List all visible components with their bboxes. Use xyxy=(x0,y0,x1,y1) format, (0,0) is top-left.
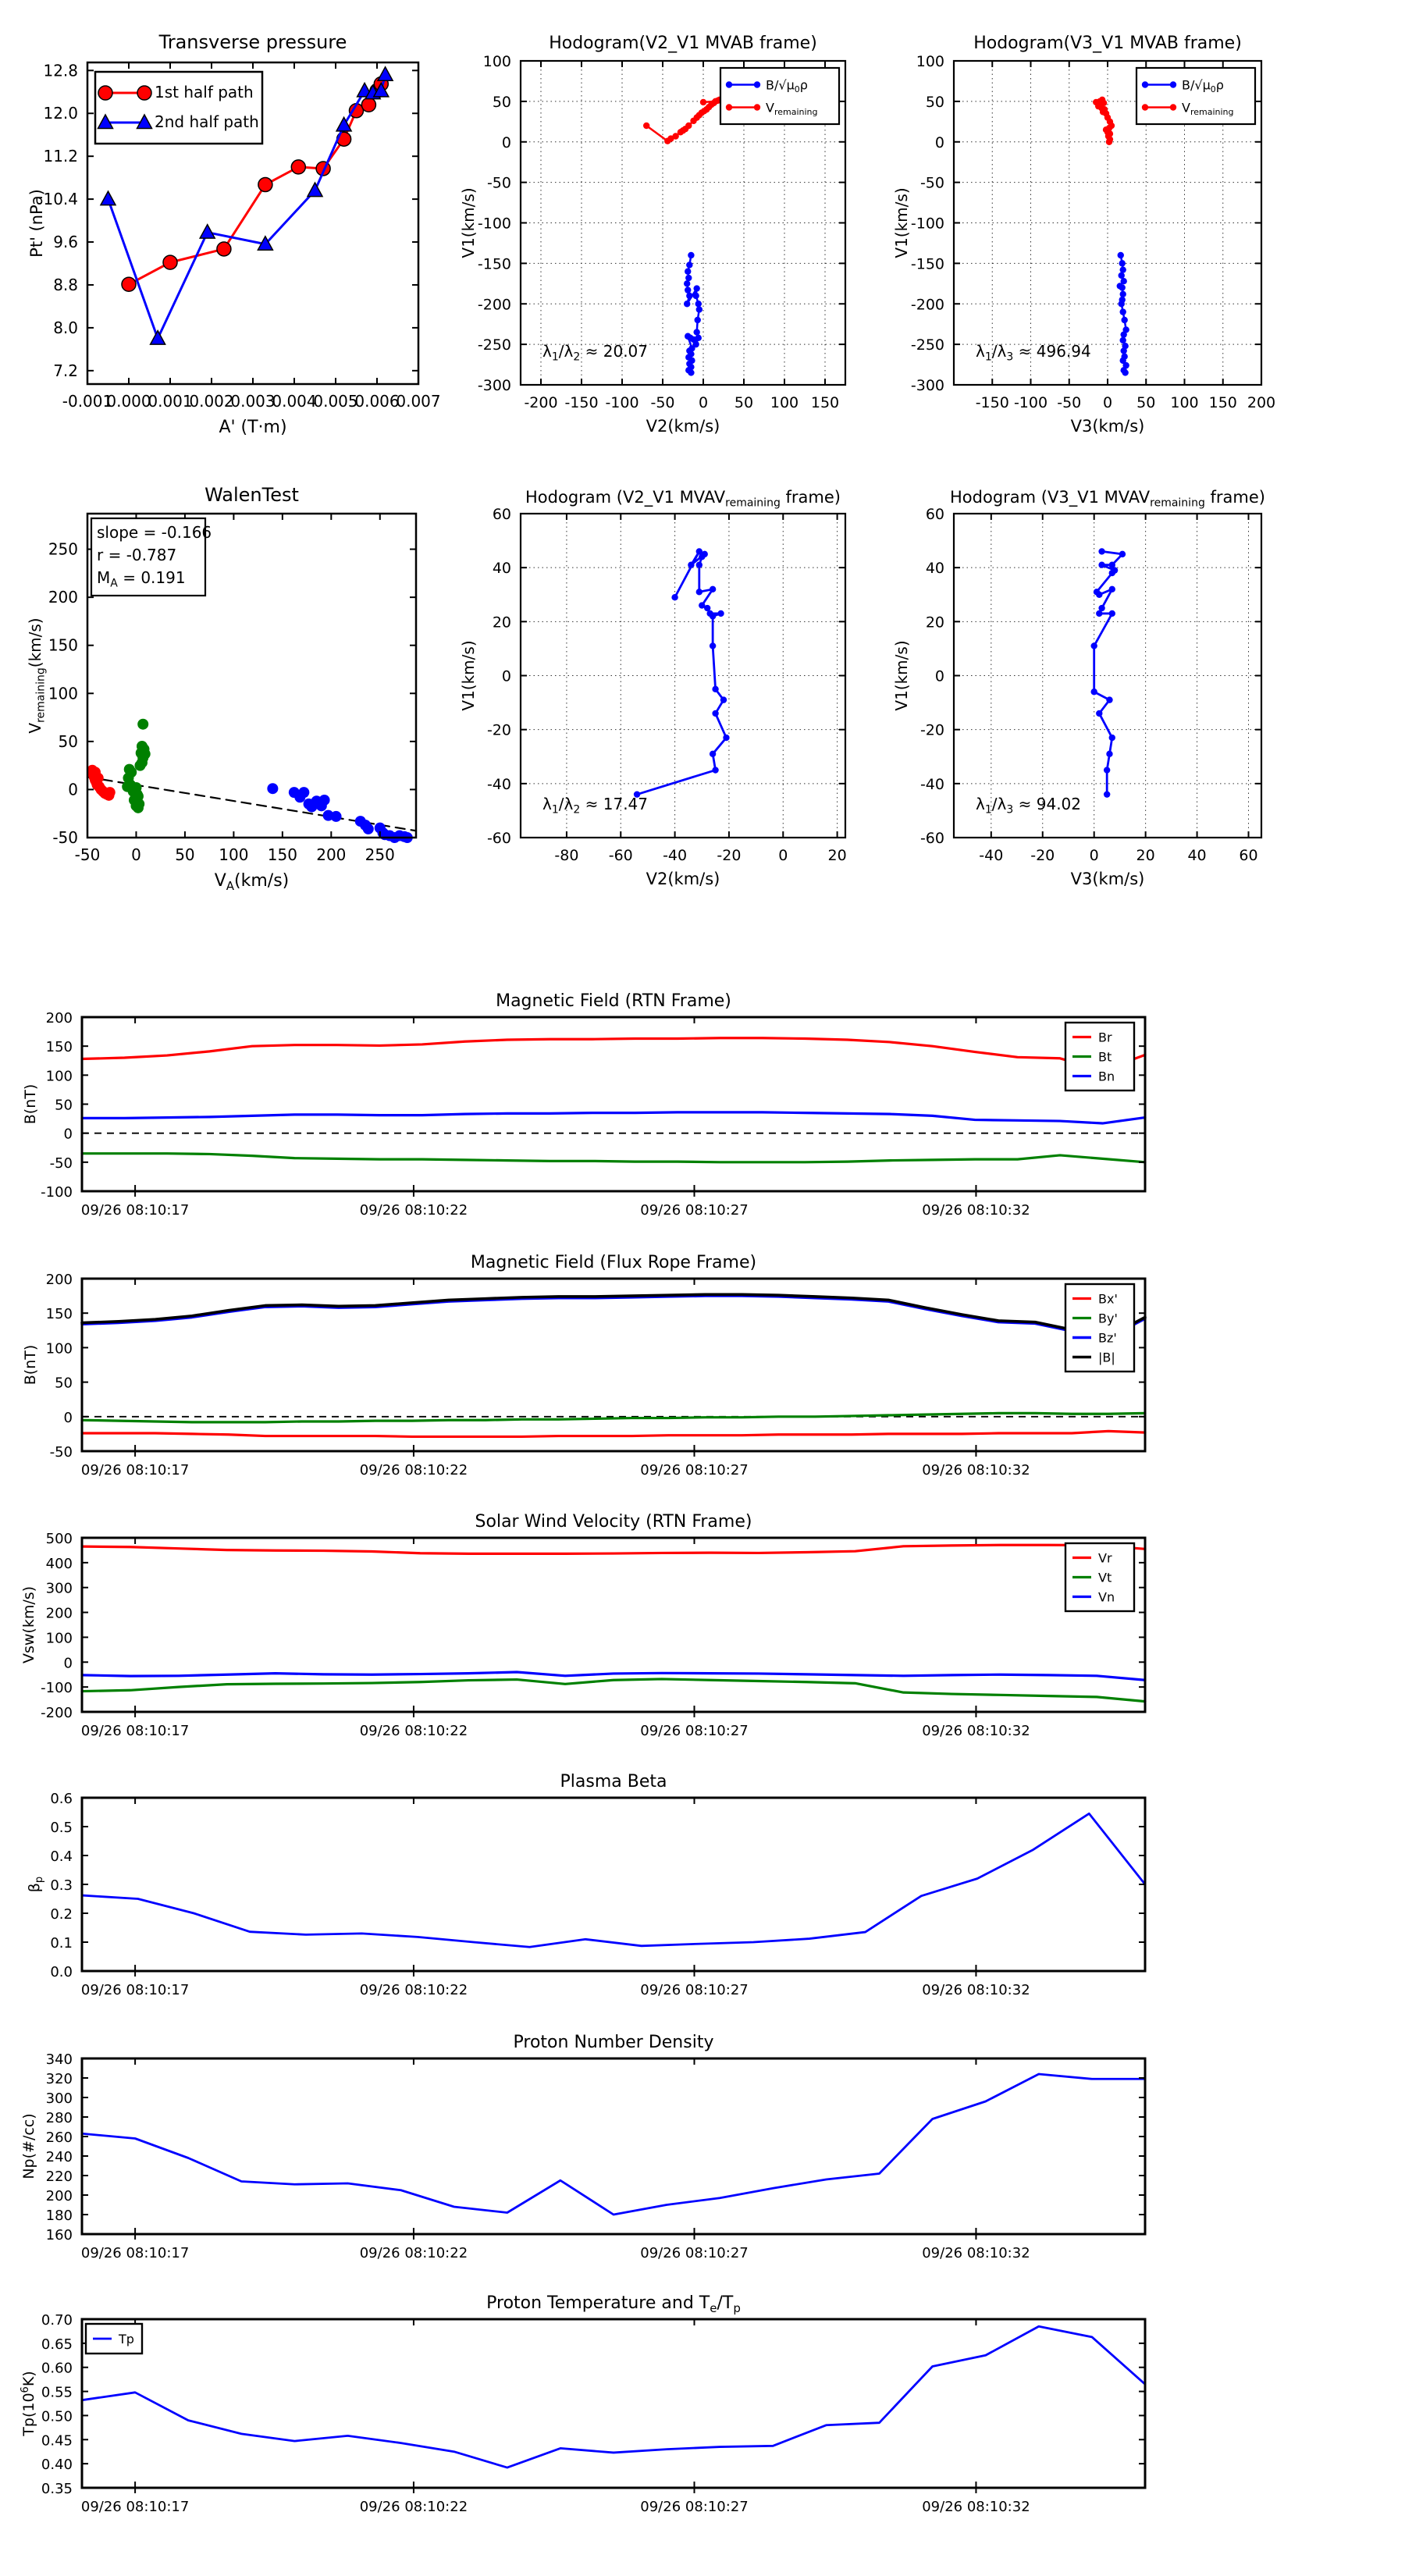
legend-label: $V_{remaining}$ xyxy=(1182,100,1234,118)
y-tick-label: 200 xyxy=(45,1272,73,1288)
x-tick-label: 09/26 08:10:17 xyxy=(80,1462,190,1478)
y-tick-label: 0.70 xyxy=(41,2312,73,2329)
y-tick-label: 40 xyxy=(492,560,511,578)
x-tick-label: 50 xyxy=(734,394,754,411)
y-tick-label: 0.2 xyxy=(50,1906,73,1923)
y-tick-label: 200 xyxy=(45,1010,73,1026)
legend-label: Br xyxy=(1098,1030,1112,1045)
y-tick-label: 0 xyxy=(934,667,944,685)
y-tick-label: 0.0 xyxy=(50,1964,73,1980)
x-tick-label: 09/26 08:10:17 xyxy=(80,1202,190,1219)
y-tick-label: 100 xyxy=(45,1630,73,1647)
hodogram-v3v1-mvab-chart xyxy=(892,34,1275,436)
y-tick-label: 0 xyxy=(501,667,511,685)
y-tick-label: 60 xyxy=(925,506,944,523)
y-tick-label: 0.60 xyxy=(41,2360,73,2377)
y-tick-label: 0.5 xyxy=(50,1820,73,1836)
plasma-beta-series-0 xyxy=(82,1813,1145,1947)
y-tick-label: 20 xyxy=(492,614,511,632)
y-tick-label: -100 xyxy=(41,1680,73,1697)
y-tick-label: 0.6 xyxy=(50,1791,73,1807)
walen-test-series-3 xyxy=(267,783,412,843)
y-tick-label: 100 xyxy=(916,53,944,70)
legend-label: $V_{remaining}$ xyxy=(766,100,818,118)
legend-label: 2nd half path xyxy=(155,112,259,131)
axes-frame xyxy=(82,1538,1145,1712)
transverse-pressure-legend xyxy=(95,72,262,144)
x-tick-label: 09/26 08:10:17 xyxy=(80,2245,190,2261)
vsw-rtn-legend xyxy=(1065,1543,1134,1611)
legend-label: 1st half path xyxy=(155,83,254,101)
b-fluxrope-ylabel: B(nT) xyxy=(22,1344,39,1386)
y-tick-label: -60 xyxy=(919,830,944,847)
axes-frame xyxy=(521,514,845,838)
y-tick-label: 160 xyxy=(45,2227,73,2243)
x-tick-label: 0 xyxy=(131,845,141,864)
y-tick-label: -200 xyxy=(910,296,944,314)
axes-frame xyxy=(82,2058,1145,2234)
y-tick-label: -50 xyxy=(49,1155,73,1172)
axes-frame xyxy=(82,1017,1145,1191)
x-tick-label: -50 xyxy=(1057,394,1082,411)
y-tick-label: -100 xyxy=(477,215,511,233)
plasma-beta-title: Plasma Beta xyxy=(560,1772,667,1791)
y-tick-label: 0 xyxy=(68,780,78,799)
b-rtn-legend xyxy=(1065,1023,1134,1091)
vsw-rtn-chart xyxy=(20,1512,1145,1739)
y-tick-label: 220 xyxy=(45,2169,73,2185)
y-tick-label: -20 xyxy=(919,721,944,739)
x-tick-label: -50 xyxy=(650,394,675,411)
hodogram-v3v1-mvav-xlabel: V3(km/s) xyxy=(1070,870,1145,888)
y-tick-label: -250 xyxy=(477,336,511,354)
y-tick-label: -300 xyxy=(477,377,511,394)
walen-test-title: WalenTest xyxy=(205,484,299,506)
x-tick-label: 0 xyxy=(698,394,709,411)
y-tick-label: 260 xyxy=(45,2129,73,2146)
x-tick-label: 0.001 xyxy=(148,392,193,411)
hodogram-v2v1-mvav-title: Hodogram (V2_V1 $MVAV_{remaining}$ frame) xyxy=(525,488,841,510)
y-tick-label: 500 xyxy=(45,1531,73,1547)
b-fluxrope-series-|B| xyxy=(82,1291,1145,1336)
hodogram-v3v1-mvab-series-B/√μ_{0}ρ xyxy=(1117,252,1129,376)
hodogram-v2v1-mvab-series-B/√μ_{0}ρ xyxy=(684,252,702,376)
x-tick-label: -150 xyxy=(564,394,599,411)
legend-label: Bn xyxy=(1098,1069,1115,1084)
hodogram-v2v1-mvav-ylabel: V1(km/s) xyxy=(459,640,478,711)
x-tick-label: 09/26 08:10:22 xyxy=(359,2245,468,2261)
y-tick-label: 0 xyxy=(63,1126,73,1143)
y-tick-label: -40 xyxy=(486,775,511,793)
y-tick-label: 7.2 xyxy=(53,361,78,380)
hodogram-v2v1-mvav-xlabel: V2(km/s) xyxy=(646,870,720,888)
vsw-rtn-series-Vr xyxy=(82,1545,1145,1553)
legend-label: $B/√\mu_0\rho$ xyxy=(766,77,808,95)
walen-test-xlabel: $V_A(km/s)$ xyxy=(214,871,290,893)
hodogram-v2v1-mvab-xlabel: V2(km/s) xyxy=(646,417,720,436)
legend-label: Bt xyxy=(1098,1049,1112,1065)
y-tick-label: 0 xyxy=(501,133,511,151)
b-rtn-series-Br xyxy=(82,1038,1145,1071)
proton-density-ylabel: Np(#/cc) xyxy=(20,2113,37,2179)
y-tick-label: 200 xyxy=(45,2188,73,2204)
y-tick-label: 0.55 xyxy=(41,2384,73,2401)
y-tick-label: 40 xyxy=(925,560,944,578)
y-tick-label: 50 xyxy=(925,93,944,111)
x-tick-label: 09/26 08:10:32 xyxy=(922,2245,1030,2261)
x-tick-label: 09/26 08:10:27 xyxy=(640,1982,749,1998)
hodogram-v3v1-mvab-legend xyxy=(1136,68,1255,124)
hodogram-v3v1-mvav-series-0 xyxy=(1090,548,1126,798)
proton-density-title: Proton Number Density xyxy=(513,2033,714,2052)
x-tick-label: 100 xyxy=(770,394,799,411)
y-tick-label: 300 xyxy=(45,1580,73,1597)
legend-label: By' xyxy=(1098,1311,1118,1326)
legend-label: $B/√\mu_0\rho$ xyxy=(1182,77,1224,95)
y-tick-label: -40 xyxy=(919,775,944,793)
y-tick-label: 100 xyxy=(482,53,511,70)
stats-line: $M_A = 0.191$ xyxy=(97,568,186,590)
x-tick-label: 0.004 xyxy=(272,392,317,411)
x-tick-label: 09/26 08:10:22 xyxy=(359,1202,468,1219)
x-tick-label: 100 xyxy=(219,845,249,864)
y-tick-label: 0.1 xyxy=(50,1935,73,1952)
b-rtn-series-Bt xyxy=(82,1154,1145,1162)
x-tick-label: 0 xyxy=(1102,394,1113,411)
x-tick-label: -100 xyxy=(605,394,639,411)
y-tick-label: -50 xyxy=(919,174,944,192)
hodogram-v3v1-mvav-annotation: $\lambda_1/\lambda_3 \approx 94.02$ xyxy=(976,795,1081,817)
y-tick-label: 8.8 xyxy=(53,275,78,294)
walen-test-series-2 xyxy=(122,719,150,813)
x-tick-label: -60 xyxy=(608,847,633,864)
y-tick-label: 0.35 xyxy=(41,2481,73,2497)
x-tick-label: 40 xyxy=(1187,847,1207,864)
b-rtn-chart xyxy=(22,991,1145,1219)
y-tick-label: -150 xyxy=(910,255,944,273)
y-tick-label: 10.4 xyxy=(43,190,78,209)
legend-label: Bz' xyxy=(1098,1330,1117,1346)
walen-test-ylabel: $V_{remaining}(km/s)$ xyxy=(26,617,48,734)
legend-label: Vr xyxy=(1098,1550,1112,1566)
y-tick-label: 8.0 xyxy=(53,318,78,337)
plasma-beta-chart xyxy=(26,1772,1145,1998)
plasma-beta-ylabel: $\beta_p$ xyxy=(26,1876,46,1893)
vsw-rtn-series-Vt xyxy=(82,1679,1145,1702)
hodogram-v2v1-mvav-annotation: $\lambda_1/\lambda_2 \approx 17.47$ xyxy=(542,795,648,817)
x-tick-label: 0 xyxy=(1089,847,1099,864)
x-tick-label: 09/26 08:10:17 xyxy=(80,2499,190,2515)
x-tick-label: 09/26 08:10:22 xyxy=(359,1462,468,1478)
hodogram-v3v1-mvab-annotation: $\lambda_1/\lambda_3 \approx 496.94$ xyxy=(976,342,1091,364)
y-tick-label: 250 xyxy=(48,539,78,559)
proton-temp-legend xyxy=(86,2324,142,2354)
x-tick-label: 200 xyxy=(316,845,347,864)
x-tick-label: -200 xyxy=(524,394,558,411)
y-tick-label: 60 xyxy=(492,506,511,523)
transverse-pressure-ylabel: Pt' (nPa) xyxy=(27,189,46,258)
y-tick-label: 280 xyxy=(45,2110,73,2126)
b-fluxrope-legend xyxy=(1065,1284,1134,1372)
axes-frame xyxy=(82,2319,1145,2488)
x-tick-label: 09/26 08:10:22 xyxy=(359,1982,468,1998)
x-tick-label: 150 xyxy=(810,394,840,411)
x-tick-label: -20 xyxy=(717,847,742,864)
y-tick-label: 300 xyxy=(45,2090,73,2107)
x-tick-label: 250 xyxy=(365,845,395,864)
y-tick-label: 340 xyxy=(45,2051,73,2068)
y-tick-label: 20 xyxy=(925,614,944,632)
proton-density-series-0 xyxy=(82,2074,1145,2215)
hodogram-v2v1-mvab-chart xyxy=(459,34,845,436)
y-tick-label: 150 xyxy=(45,1039,73,1056)
x-tick-label: 09/26 08:10:17 xyxy=(80,1982,190,1998)
hodogram-v2v1-mvab-legend xyxy=(720,68,839,124)
b-rtn-ylabel: B(nT) xyxy=(22,1083,39,1125)
proton-temp-title: Proton Temperature and $T_e/T_p$ xyxy=(486,2293,741,2315)
walen-test-chart xyxy=(26,484,416,893)
legend-label: |B| xyxy=(1098,1350,1115,1365)
x-tick-label: 09/26 08:10:22 xyxy=(359,1723,468,1739)
x-tick-label: 0.002 xyxy=(189,392,234,411)
hodogram-v3v1-mvab-ylabel: V1(km/s) xyxy=(892,187,911,258)
y-tick-label: 240 xyxy=(45,2149,73,2165)
y-tick-label: 180 xyxy=(45,2208,73,2224)
x-tick-label: 0.006 xyxy=(354,392,400,411)
x-tick-label: 09/26 08:10:32 xyxy=(922,2499,1030,2515)
x-tick-label: 150 xyxy=(1208,394,1237,411)
y-tick-label: -20 xyxy=(486,721,511,739)
proton-temp-series-Tp xyxy=(82,2326,1145,2467)
y-tick-label: 11.2 xyxy=(43,147,78,166)
axes-frame xyxy=(82,1279,1145,1451)
vsw-rtn-ylabel: Vsw(km/s) xyxy=(20,1585,37,1664)
walen-test-stats-box xyxy=(91,518,212,596)
legend-label: Vt xyxy=(1098,1570,1112,1585)
stats-line: slope = -0.166 xyxy=(97,523,212,542)
legend-label: Bx' xyxy=(1098,1291,1118,1307)
b-rtn-title: Magnetic Field (RTN Frame) xyxy=(496,991,731,1011)
y-tick-label: 100 xyxy=(48,684,78,703)
x-tick-label: 0.003 xyxy=(230,392,276,411)
vsw-rtn-title: Solar Wind Velocity (RTN Frame) xyxy=(475,1512,752,1532)
x-tick-label: 20 xyxy=(1136,847,1155,864)
y-tick-label: 12.8 xyxy=(43,61,78,80)
walen-test-series-1 xyxy=(87,765,115,801)
x-tick-label: 50 xyxy=(1136,394,1156,411)
x-tick-label: 0.005 xyxy=(313,392,358,411)
y-tick-label: 0 xyxy=(63,1409,73,1426)
x-tick-label: 09/26 08:10:32 xyxy=(922,1462,1030,1478)
hodogram-v3v1-mvav-ylabel: V1(km/s) xyxy=(892,640,911,711)
x-tick-label: 20 xyxy=(827,847,847,864)
y-tick-label: 0 xyxy=(63,1655,73,1672)
transverse-pressure-title: Transverse pressure xyxy=(158,31,347,53)
x-tick-label: -0.001 xyxy=(62,392,113,411)
y-tick-label: 0.4 xyxy=(50,1848,73,1865)
x-tick-label: 09/26 08:10:32 xyxy=(922,1723,1030,1739)
legend-label: Vn xyxy=(1098,1589,1115,1605)
hodogram-v3v1-mvab-xlabel: V3(km/s) xyxy=(1070,417,1145,436)
hodogram-v3v1-mvav-title: Hodogram (V3_V1 $MVAV_{remaining}$ frame) xyxy=(950,488,1265,510)
hodogram-v2v1-mvav-chart xyxy=(459,488,847,888)
x-tick-label: 60 xyxy=(1239,847,1258,864)
x-tick-label: 0.007 xyxy=(396,392,441,411)
y-tick-label: -100 xyxy=(910,215,944,233)
x-tick-label: 09/26 08:10:27 xyxy=(640,2245,749,2261)
x-tick-label: 100 xyxy=(1170,394,1199,411)
transverse-pressure-chart xyxy=(27,31,441,437)
y-tick-label: 50 xyxy=(492,93,511,111)
hodogram-v3v1-mvav-chart xyxy=(892,488,1265,888)
y-tick-label: 12.0 xyxy=(43,104,78,123)
y-tick-label: 50 xyxy=(58,731,78,751)
y-tick-label: 400 xyxy=(45,1555,73,1572)
y-tick-label: -50 xyxy=(486,174,511,192)
x-tick-label: 200 xyxy=(1247,394,1276,411)
x-tick-label: 09/26 08:10:32 xyxy=(922,1202,1030,1219)
y-tick-label: 0.50 xyxy=(41,2408,73,2425)
axes-frame xyxy=(82,1798,1145,1971)
hodogram-v2v1-mvab-series-V_{remaining} xyxy=(643,97,723,144)
y-tick-label: 0 xyxy=(934,133,944,151)
y-tick-label: 0.3 xyxy=(50,1877,73,1894)
y-tick-label: 100 xyxy=(45,1340,73,1357)
x-tick-label: 50 xyxy=(175,845,195,864)
y-tick-label: -250 xyxy=(910,336,944,354)
b-fluxrope-chart xyxy=(22,1253,1145,1478)
y-tick-label: -300 xyxy=(910,377,944,394)
stats-line: r = -0.787 xyxy=(97,546,177,564)
x-tick-label: 09/26 08:10:27 xyxy=(640,1202,749,1219)
hodogram-v2v1-mvab-title: Hodogram(V2_V1 MVAB frame) xyxy=(549,34,817,53)
x-tick-label: 09/26 08:10:27 xyxy=(640,2499,749,2515)
y-tick-label: 150 xyxy=(48,635,78,655)
y-tick-label: 200 xyxy=(45,1605,73,1622)
hodogram-v2v1-mvab-ylabel: V1(km/s) xyxy=(459,187,478,258)
hodogram-v2v1-mvav-series-0 xyxy=(634,548,730,798)
x-tick-label: 09/26 08:10:17 xyxy=(80,1723,190,1739)
x-tick-label: -40 xyxy=(663,847,688,864)
legend-label: Tp xyxy=(119,2332,134,2347)
x-tick-label: 0 xyxy=(778,847,788,864)
y-tick-label: -50 xyxy=(52,828,78,847)
hodogram-v3v1-mvab-title: Hodogram(V3_V1 MVAB frame) xyxy=(973,34,1242,53)
y-tick-label: -200 xyxy=(41,1705,73,1721)
x-tick-label: -40 xyxy=(979,847,1004,864)
y-tick-label: 0.40 xyxy=(41,2457,73,2474)
y-tick-label: 9.6 xyxy=(53,233,78,252)
y-tick-label: 0.45 xyxy=(41,2432,73,2450)
x-tick-label: -100 xyxy=(1013,394,1048,411)
y-tick-label: 0.65 xyxy=(41,2336,73,2353)
b-fluxrope-series-By' xyxy=(82,1413,1145,1421)
x-tick-label: 09/26 08:10:32 xyxy=(922,1982,1030,1998)
x-tick-label: 09/26 08:10:22 xyxy=(359,2499,468,2515)
x-tick-label: 09/26 08:10:27 xyxy=(640,1462,749,1478)
proton-temp-ylabel: $Tp(10^6K)$ xyxy=(19,2371,37,2436)
y-tick-label: -200 xyxy=(477,296,511,314)
y-tick-label: 100 xyxy=(45,1068,73,1085)
proton-temp-chart xyxy=(20,2293,1145,2515)
proton-density-chart xyxy=(20,2033,1145,2261)
y-tick-label: 200 xyxy=(48,588,78,607)
x-tick-label: -150 xyxy=(975,394,1009,411)
b-fluxrope-title: Magnetic Field (Flux Rope Frame) xyxy=(470,1253,757,1272)
x-tick-label: 0.000 xyxy=(106,392,151,411)
b-rtn-series-Bn xyxy=(82,1112,1145,1123)
y-tick-label: 320 xyxy=(45,2071,73,2087)
y-tick-label: 50 xyxy=(55,1097,73,1114)
y-tick-label: 50 xyxy=(55,1375,73,1392)
transverse-pressure-xlabel: A' (T·m) xyxy=(219,418,287,437)
y-tick-label: 150 xyxy=(45,1306,73,1323)
y-tick-label: -50 xyxy=(49,1444,73,1461)
y-tick-label: -60 xyxy=(486,830,511,847)
x-tick-label: 09/26 08:10:27 xyxy=(640,1723,749,1739)
hodogram-v3v1-mvab-series-V_{remaining} xyxy=(1093,97,1115,145)
y-tick-label: -100 xyxy=(41,1184,73,1201)
b-fluxrope-series-Bz' xyxy=(82,1296,1145,1338)
x-tick-label: -50 xyxy=(74,845,101,864)
x-tick-label: 150 xyxy=(267,845,297,864)
x-tick-label: -20 xyxy=(1030,847,1055,864)
b-fluxrope-series-Bx' xyxy=(82,1431,1145,1436)
hodogram-v2v1-mvab-annotation: $\lambda_1/\lambda_2 \approx 20.07$ xyxy=(542,342,648,364)
y-tick-label: -150 xyxy=(477,255,511,273)
x-tick-label: -80 xyxy=(554,847,579,864)
